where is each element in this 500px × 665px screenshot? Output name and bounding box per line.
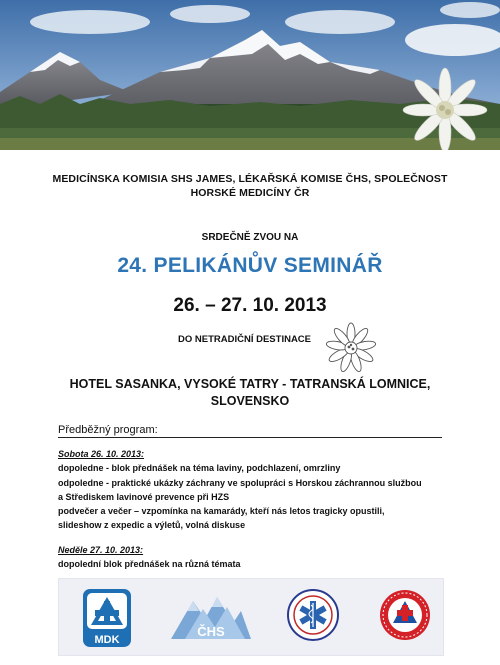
seminar-dates: 26. – 27. 10. 2013 xyxy=(173,295,327,316)
seminar-title: 24. PELIKÁNŮV SEMINÁŘ xyxy=(117,254,383,277)
hero-mountain-photo xyxy=(0,0,500,150)
program-heading: Předběžný program: xyxy=(58,424,442,438)
mountain-rescue-logo xyxy=(379,589,431,646)
mdk-logo-text: MDK xyxy=(94,634,120,646)
program-item: odpoledne - praktické ukázky záchrany ve spolupráci s Horskou záchrannou službou xyxy=(58,477,422,488)
partner-logos-bar xyxy=(58,578,444,656)
venue-text: HOTEL SASANKA, VYSOKÉ TATRY - TATRANSKÁ LOMNICE, SLOVENSKO xyxy=(69,377,431,408)
program-item: dopolední blok přednášek na různá témata xyxy=(58,559,241,570)
program-item: a Střediskem lavinové prevence při HZS xyxy=(58,491,230,502)
organizers-text: MEDICÍNSKA KOMISIA SHS JAMES, LÉKAŘSKÁ KOMISE ČHS, SPOLEČNOST HORSKÉ MEDICÍNY ČR xyxy=(52,173,448,199)
program-day-date: Neděle 27. 10. 2013: xyxy=(58,544,144,555)
invite-text: SRDEČNĚ ZVOU NA xyxy=(201,232,299,243)
edelweiss-icon xyxy=(324,321,378,375)
program-list xyxy=(58,447,458,571)
star-of-life-logo xyxy=(287,589,339,646)
chs-logo-text: ČHS xyxy=(197,624,225,639)
program-item: slideshow z expedic a výletů, volná diskuse xyxy=(58,520,246,531)
chs-logo xyxy=(171,593,251,646)
program-item: podvečer a večer – vzpomínka na kamarády, kteří nás letos tragicky opustili, xyxy=(58,506,385,517)
destination-text: DO NETRADIČNÍ DESTINACE xyxy=(178,334,312,345)
mdk-logo xyxy=(83,589,131,652)
program-day-date: Sobota 26. 10. 2013: xyxy=(58,449,145,459)
program-item: dopoledne - blok přednášek na téma laviny, podchlazení, omrzliny xyxy=(58,463,341,474)
